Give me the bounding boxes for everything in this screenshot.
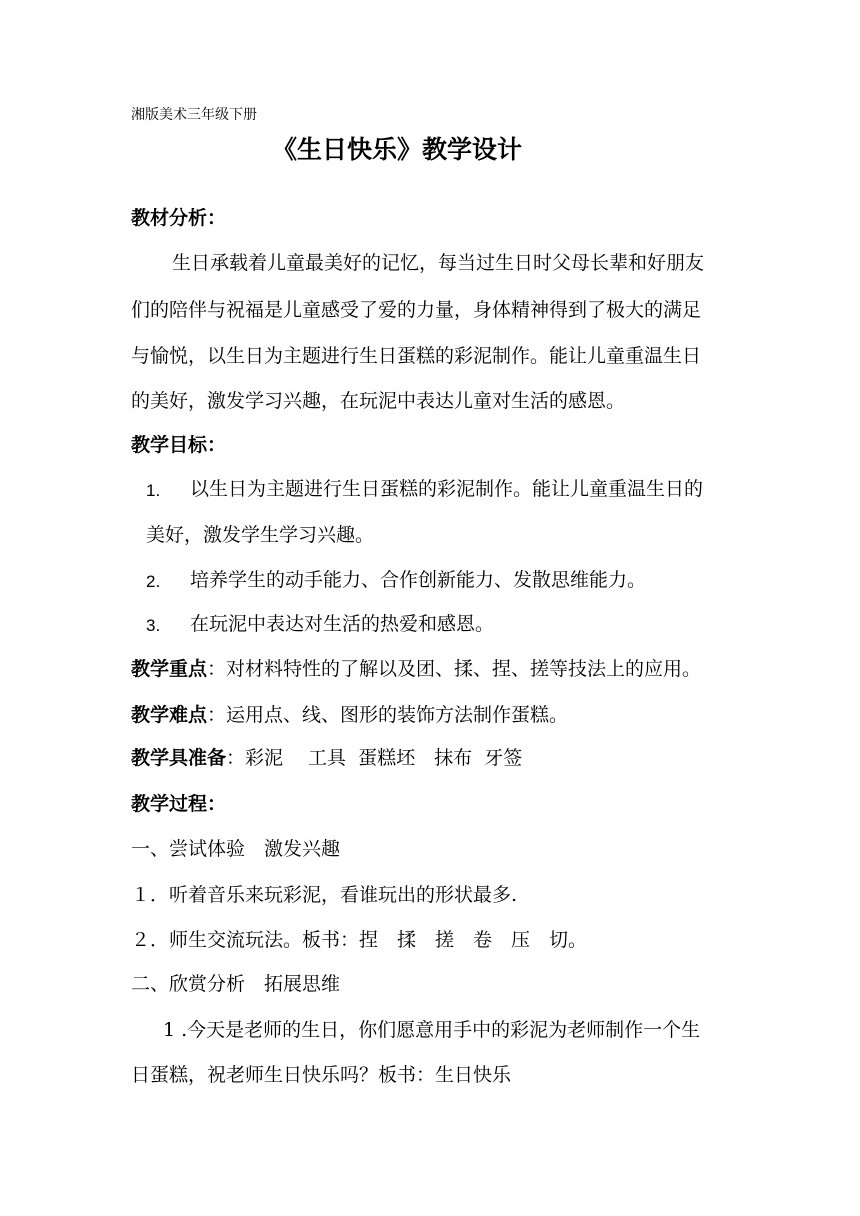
- material-analysis-heading: 教材分析：: [131, 207, 227, 229]
- document-header: 湘版美术三年级下册: [131, 107, 257, 123]
- key-point-label: 教学重点: [131, 658, 208, 680]
- document-title: 《生日快乐》教学设计: [272, 135, 523, 164]
- objective-1-text: 以生日为主题进行生日蛋糕的彩泥制作。能让儿童重温生日的: [190, 478, 704, 500]
- objective-1-number: 1.: [146, 481, 161, 500]
- objective-3-number: 3.: [146, 616, 161, 635]
- process-step-3-line-2: 日蛋糕，祝老师生日快乐吗？板书：生日快乐: [131, 1064, 512, 1086]
- process-heading: 教学过程：: [131, 793, 227, 815]
- difficulty-label: 教学难点: [131, 704, 208, 726]
- process-step-1: １．听着音乐来玩彩泥，看谁玩出的形状最多.: [131, 884, 518, 906]
- objectives-heading: 教学目标：: [131, 434, 227, 456]
- material-analysis-line-1: 生日承载着儿童最美好的记忆，每当过生日时父母长辈和好朋友: [172, 252, 705, 274]
- preparation-row: [131, 746, 522, 770]
- objective-2-number: 2.: [146, 572, 161, 591]
- difficulty-row: [131, 703, 568, 727]
- process-section-1: 一、尝试体验 激发兴趣: [131, 838, 341, 860]
- process-step-2: ２．师生交流玩法。板书：捏 揉 搓 卷 压 切。: [131, 929, 588, 951]
- key-point-row: [131, 657, 701, 681]
- preparation-text: ：彩泥 工具 蛋糕坯 抹布 牙签: [226, 747, 523, 769]
- material-analysis-line-2: 们的陪伴与祝福是儿童感受了爱的力量，身体精神得到了极大的满足: [131, 299, 702, 321]
- key-point-text: ：对材料特性的了解以及团、揉、捏、搓等技法上的应用。: [207, 658, 702, 680]
- difficulty-text: ：运用点、线、图形的装饰方法制作蛋糕。: [207, 704, 569, 726]
- objective-3-text: 在玩泥中表达对生活的热爱和感恩。: [190, 613, 495, 635]
- material-analysis-line-4: 的美好，激发学习兴趣，在玩泥中表达儿童对生活的感恩。: [131, 390, 626, 412]
- preparation-label: 教学具准备: [131, 747, 227, 769]
- material-analysis-line-3: 与愉悦，以生日为主题进行生日蛋糕的彩泥制作。能让儿童重温生日: [131, 345, 702, 367]
- process-section-2: 二、欣赏分析 拓展思维: [131, 973, 341, 995]
- objective-2-text: 培养学生的动手能力、合作创新能力、发散思维能力。: [190, 569, 647, 591]
- objective-1-continuation: 美好，激发学生学习兴趣。: [146, 524, 375, 546]
- process-step-3-line-1: 1 .今天是老师的生日，你们愿意用手中的彩泥为老师制作一个生: [163, 1019, 701, 1041]
